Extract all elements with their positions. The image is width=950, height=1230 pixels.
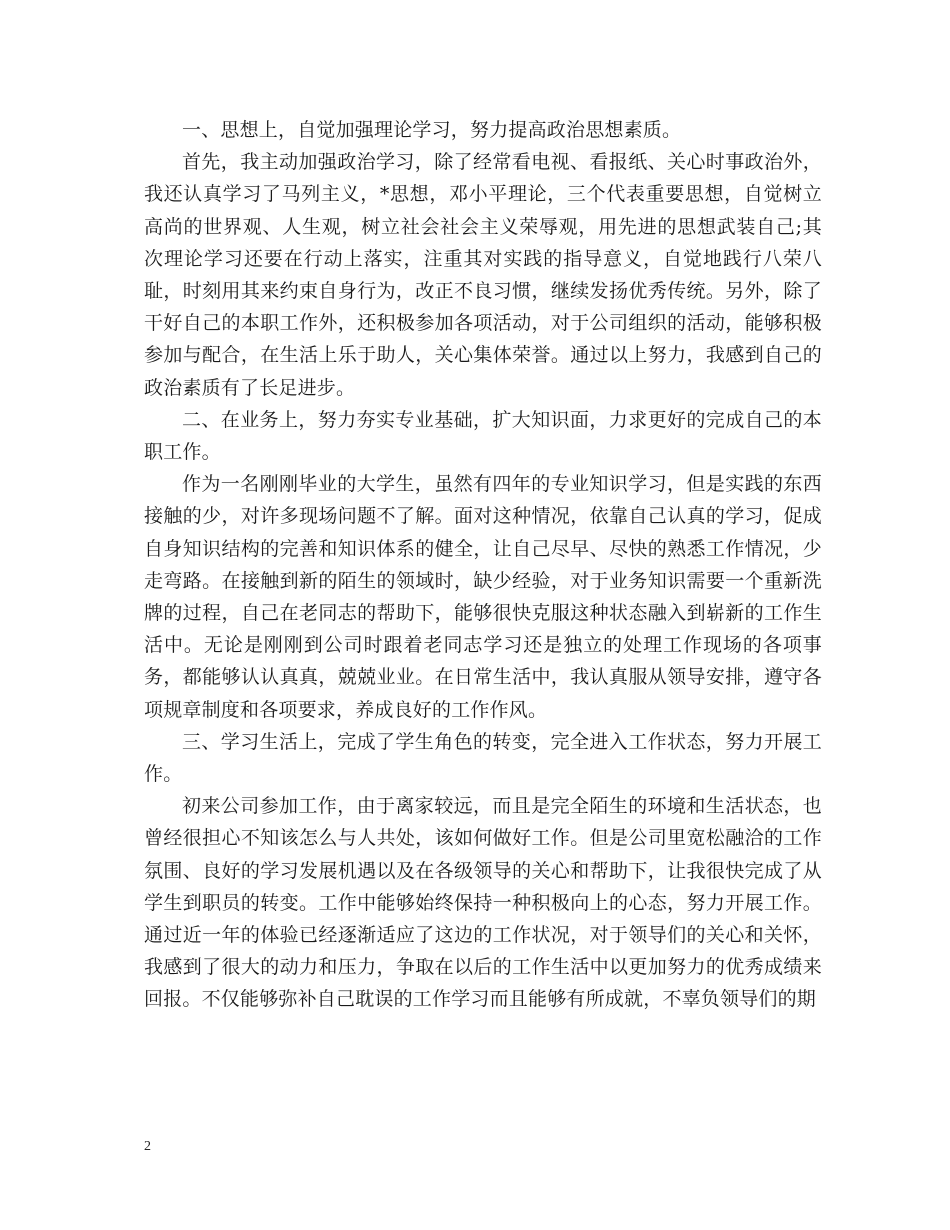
section-heading-ideology: 一、思想上，自觉加强理论学习，努力提高政治思想素质。 [182,119,682,141]
paragraph-study-life: 初来公司参加工作，由于离家较远，而且是完全陌生的环境和生活状态，也曾经很担心不知该怎么与人共处，该如何做好工作。但是公司里宽松融洽的工作氛围、良好的学习发展机遇以及在各级领导的关心和帮助下，让我很快完成了从学生到职员的转变。工作中能够始终保持一种积极向上的心态，努力开展工作。通过近一年的体验已经逐渐适应了这边的工作状况，对于领导们的关心和关怀，我感到了很大的动力和压力，争取在以后的工作生活中以更加努力的优秀成绩来回报。不仅能够弥补自己耽误的工作学习而且能够有所成就，不辜负领导们的期 [144,795,822,1011]
document-body [144,114,822,1016]
section-heading-business: 二、在业务上，努力夯实专业基础，扩大知识面，力求更好的完成自己的本职工作。 [144,408,822,464]
paragraph-business: 作为一名刚刚毕业的大学生，虽然有四年的专业知识学习，但是实践的东西接触的少，对许多现场问题不了解。面对这种情况，依靠自己认真的学习，促成自身知识结构的完善和知识体系的健全，让自己尽早、尽快的熟悉工作情况，少走弯路。在接触到新的陌生的领域时，缺少经验，对于业务知识需要一个重新洗牌的过程，自己在老同志的帮助下，能够很快克服这种状态融入到崭新的工作生活中。无论是刚刚到公司时跟着老同志学习还是独立的处理工作现场的各项事务，都能够认认真真，兢兢业业。在日常生活中，我认真服从领导安排，遵守各项规章制度和各项要求，养成良好的工作作风。 [144,473,822,721]
section-heading-study-life: 三、学习生活上，完成了学生角色的转变，完全进入工作状态，努力开展工作。 [144,730,822,786]
page-number: 2 [144,1139,151,1154]
paragraph-ideology: 首先，我主动加强政治学习，除了经常看电视、看报纸、关心时事政治外，我还认真学习了马列主义，*思想，邓小平理论，三个代表重要思想，自觉树立高尚的世界观、人生观，树立社会社会主义荣辱观，用先进的思想武装自己;其次理论学习还要在行动上落实，注重其对实践的指导意义，自觉地践行八荣八耻，时刻用其来约束自身行为，改正不良习惯，继续发扬优秀传统。另外，除了干好自己的本职工作外，还积极参加各项活动，对于公司组织的活动，能够积极参加与配合，在生活上乐于助人，关心集体荣誉。通过以上努力，我感到自己的政治素质有了长足进步。 [144,151,822,399]
